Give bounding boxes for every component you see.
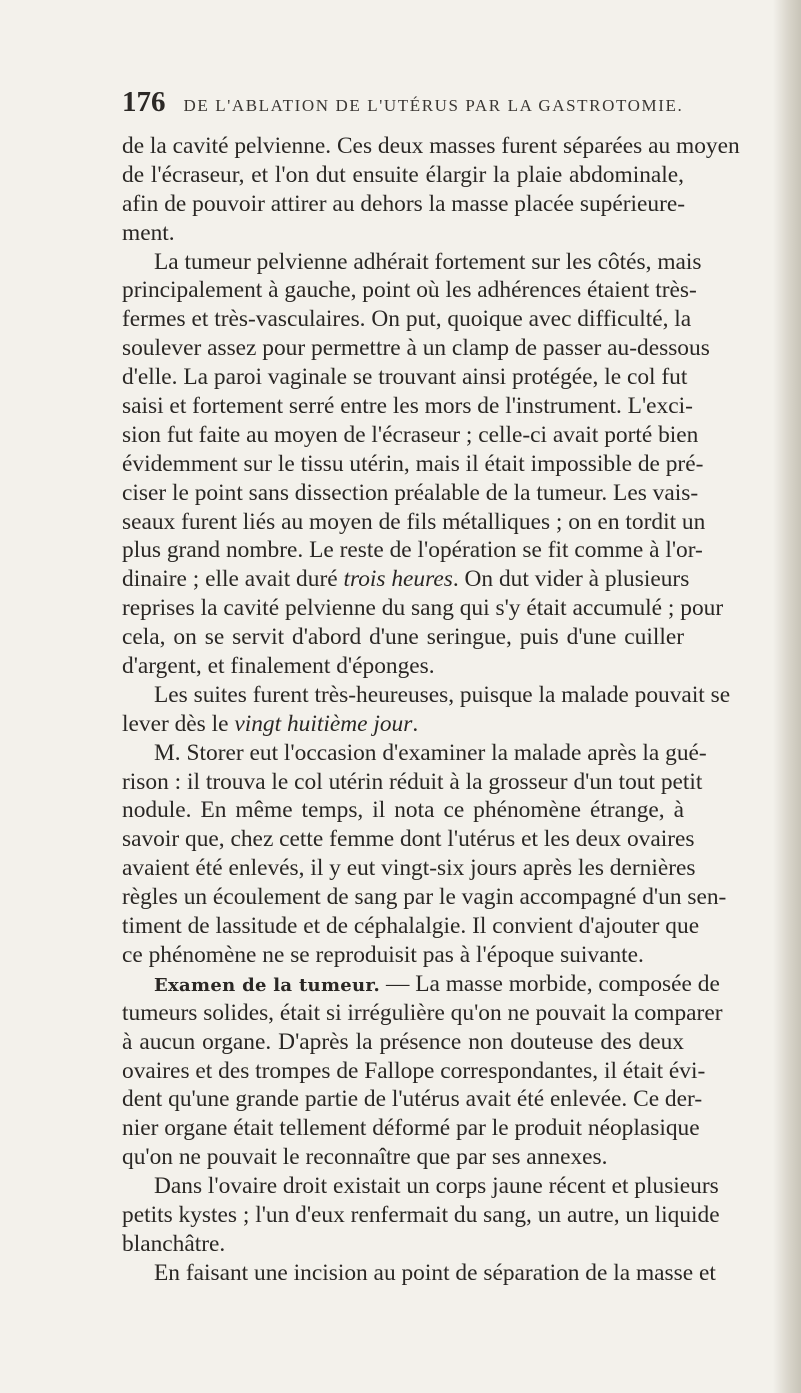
italic-text: vingt huitième jour <box>234 710 413 737</box>
line-text: règles un écoulement de sang par le vagin accompagné d'un sen- <box>122 884 727 911</box>
text-line <box>122 825 695 854</box>
text-line <box>122 970 720 999</box>
text-line <box>122 1114 700 1143</box>
text-line <box>122 796 684 825</box>
text-line <box>122 219 684 248</box>
text-line <box>122 1143 684 1172</box>
text-line <box>122 334 710 363</box>
line-text: dent qu'une grande partie de l'utérus avait été enlevée. Ce der- <box>122 1086 703 1113</box>
running-head <box>122 86 682 116</box>
text-line <box>122 1028 684 1057</box>
line-text: seaux furent liés au moyen de fils métalliques ; on en tordit un <box>122 508 706 535</box>
text-line <box>122 305 692 334</box>
line-text: La tumeur pelvienne adhérait fortement sur les côtés, mais <box>154 248 702 275</box>
line-text: Dans l'ovaire droit existait un corps jaune récent et plusieurs <box>154 1173 719 1200</box>
line-text: ce phénomène ne se reproduisit pas à l'époque suivante. <box>122 941 644 968</box>
text-line <box>122 190 684 219</box>
line-text: ment. <box>122 219 175 246</box>
page-number: 176 <box>122 86 166 118</box>
line-text: qu'on ne pouvait le reconnaître que par ses annexes. <box>122 1144 608 1171</box>
line-text: blanchâtre. <box>122 1230 226 1257</box>
line-text: nier organe était tellement déformé par le produit néoplasique <box>122 1115 700 1142</box>
line-text: principalement à gauche, point où les adhérences étaient très- <box>122 277 697 304</box>
text-line <box>122 1230 684 1259</box>
line-text: — La masse morbide, composée de <box>380 970 720 997</box>
page-edge-shadow <box>773 0 801 1393</box>
line-text: . On dut vider à plusieurs <box>452 566 690 593</box>
line-text: de l'écraseur, et l'on dut ensuite élargir la plaie abdominale, <box>122 161 684 188</box>
text-line <box>122 854 696 883</box>
line-text: tumeurs solides, était si irrégulière qu'on ne pouvait la comparer <box>122 999 723 1026</box>
line-text: En faisant une incision au point de séparation de la masse et <box>154 1259 716 1286</box>
text-line <box>122 276 697 305</box>
line-text: évidemment sur le tissu utérin, mais il était impossible de pré- <box>122 450 704 477</box>
line-text: rison : il trouva le col utérin réduit à la grosseur d'un tout petit <box>122 768 703 795</box>
text-line <box>122 161 684 190</box>
line-text: soulever assez pour permettre à un clamp de passer au-dessous <box>122 335 710 362</box>
line-text: de la cavité pelvienne. Ces deux masses furent séparées au moyen <box>122 133 740 159</box>
text-line <box>122 941 684 970</box>
line-text: afin de pouvoir attirer au dehors la masse placée supérieure- <box>122 190 686 217</box>
line-text: timent de lassitude et de céphalalgie. Il convient d'ajouter que <box>122 913 700 940</box>
line-text: ciser le point sans dissection préalable de la tumeur. Les vais- <box>122 479 699 506</box>
text-line <box>122 450 704 479</box>
line-text: sion fut faite au moyen de l'écraseur ; celle-ci avait porté bien <box>122 421 699 448</box>
line-text: dinaire ; elle avait duré <box>122 566 344 593</box>
text-line <box>122 652 684 681</box>
text-line <box>122 1057 706 1086</box>
line-text: Les suites furent très-heureuses, puisque la malade pouvait se <box>154 681 731 708</box>
text-line <box>122 1201 720 1230</box>
text-line <box>122 912 700 941</box>
line-text: d'elle. La paroi vaginale se trouvant ainsi protégée, le col fut <box>122 364 688 391</box>
line-text: saisi et fortement serré entre les mors de l'instrument. L'exci- <box>122 393 693 420</box>
text-line <box>122 536 703 565</box>
text-line <box>122 681 731 710</box>
line-text: d'argent, et finalement d'éponges. <box>122 653 435 680</box>
text-line <box>122 768 703 797</box>
line-text: plus grand nombre. Le reste de l'opération se fit comme à l'or- <box>122 537 703 564</box>
line-text: nodule. En même temps, il nota ce phénomène étrange, à <box>122 797 684 824</box>
line-text: fermes et très-vasculaires. On put, quoique avec difficulté, la <box>122 306 692 333</box>
line-text: . <box>412 710 419 737</box>
line-text: reprises la cavité pelvienne du sang qui s'y était accumulé ; pour <box>122 595 724 622</box>
line-text: petits kystes ; l'un d'eux renfermait du sang, un autre, un liquide <box>122 1201 720 1228</box>
line-text: ovaires et des trompes de Fallope correspondantes, il était évi- <box>122 1057 706 1084</box>
text-line <box>122 248 702 277</box>
text-line <box>122 1085 703 1114</box>
italic-text: trois heures <box>343 566 453 593</box>
line-text: à aucun organe. D'après la présence non douteuse des deux <box>122 1028 684 1055</box>
text-line <box>122 883 727 912</box>
running-title: DE L'ABLATION DE L'UTÉRUS PAR LA GASTROTOMIE. <box>183 96 684 115</box>
text-line <box>122 623 684 652</box>
text-line <box>122 999 723 1028</box>
text-line <box>122 508 706 537</box>
text-line <box>122 132 740 161</box>
text-line <box>122 739 707 768</box>
text-line <box>122 1259 716 1288</box>
line-text: M. Storer eut l'occasion d'examiner la malade après la gué- <box>154 739 707 766</box>
body-text <box>122 132 740 1288</box>
text-line <box>122 594 724 623</box>
text-line <box>122 710 684 739</box>
text-line <box>122 421 699 450</box>
line-text: avaient été enlevés, il y eut vingt-six jours après les dernières <box>122 855 696 882</box>
line-text: savoir que, chez cette femme dont l'utérus et les deux ovaires <box>122 826 695 853</box>
section-heading: Examen de la tumeur. <box>154 974 381 996</box>
text-line <box>122 565 690 594</box>
line-text: cela, on se servit d'abord d'une seringue, puis d'une cuiller <box>122 624 684 651</box>
text-line <box>122 392 693 421</box>
text-line <box>122 479 699 508</box>
text-line <box>122 1172 719 1201</box>
text-line <box>122 363 688 392</box>
line-text: lever dès le <box>122 710 235 737</box>
